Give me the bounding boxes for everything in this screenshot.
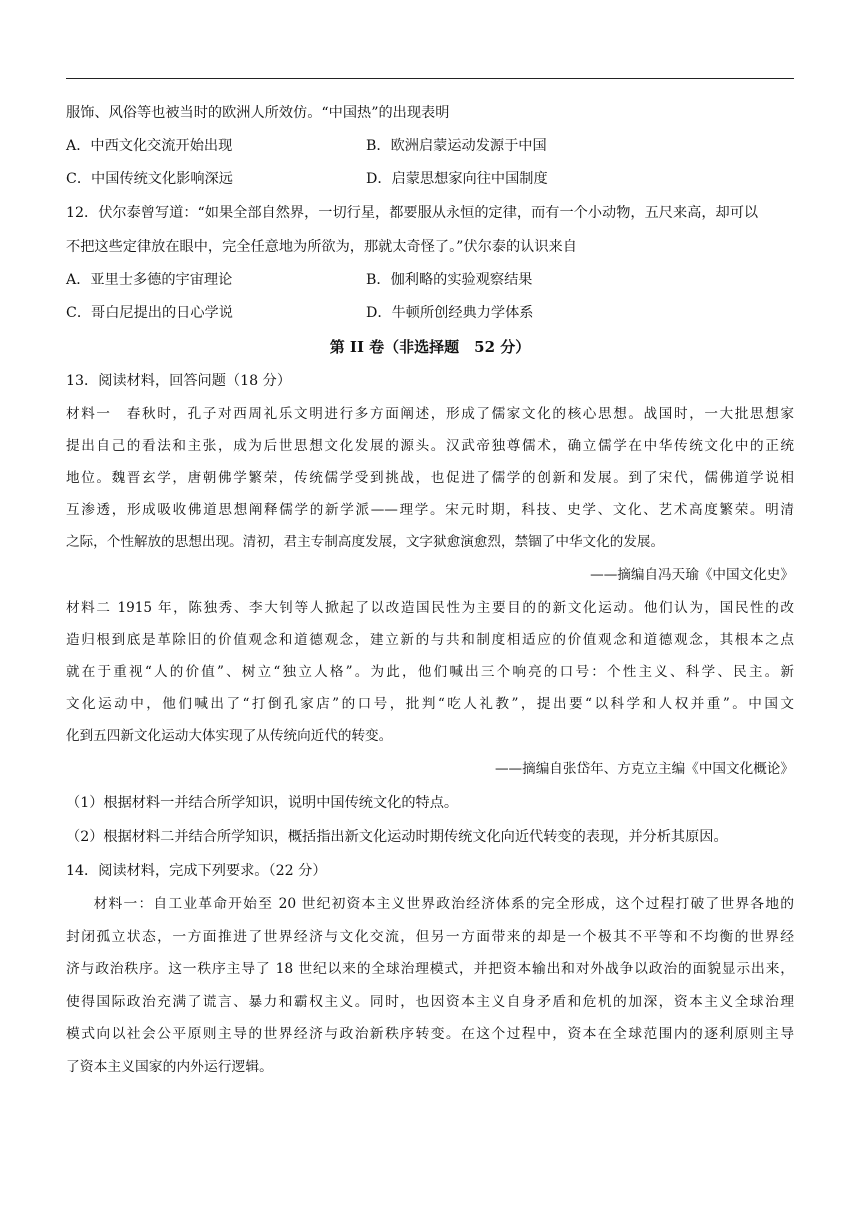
q12-stem-line-1: 12．伏尔泰曾写道：“如果全部自然界，一切行星，都要服从永恒的定律，而有一个小动物，五尺来高，却可以 xyxy=(66,205,759,221)
material-line: 材料二 1915 年，陈独秀、李大钊等人掀起了以改造国民性为主要目的的新文化运动。他们认为，国民性的改 xyxy=(66,600,794,616)
material-line: 互渗透，形成吸收佛道思想阐释儒学的新学派——理学。宋元时期，科技、史学、文化、艺术高度繁荣。明清 xyxy=(66,502,794,518)
material-line: 使得国际政治充满了谎言、暴力和霸权主义。同时，也因资本主义自身矛盾和危机的加深，资本主义全球治理 xyxy=(66,993,794,1010)
q12-option-a: A．亚里士多德的宇宙理论 xyxy=(66,272,233,288)
q11-options-row-2 xyxy=(66,163,794,196)
q12-option-d: D．牛顿所创经典力学体系 xyxy=(366,305,534,321)
material-line: 就在于重视“人的价值”、树立“独立人格”。为此，他们喊出三个响亮的口号：个性主义、科学、民主。新 xyxy=(66,664,794,680)
q13-material-1 xyxy=(66,398,794,558)
q13-material-2 xyxy=(66,592,794,752)
q11-options-row-1 xyxy=(66,130,794,163)
q14-material-1 xyxy=(66,888,794,1083)
section-title: 第 II 卷（非选择题 52 分） xyxy=(329,338,531,356)
material-line: 文化运动中，他们喊出了“打倒孔家店”的口号，批判“吃人礼教”，提出要“以科学和人权并重”。中国文 xyxy=(66,696,794,712)
material-line: 了资本主义国家的内外运行逻辑。 xyxy=(66,1058,273,1075)
material-line: 提出自己的看法和主张，成为后世思想文化发展的源头。汉武帝独尊儒术，确立儒学在中华传统文化中的正统 xyxy=(66,438,794,454)
q12-stem-line-2: 不把这些定律放在眼中，完全任意地为所欲为，那就太奇怪了。”伏尔泰的认识来自 xyxy=(66,239,577,255)
q11-option-b: B．欧洲启蒙运动发源于中国 xyxy=(366,138,547,154)
q12-option-c: C．哥白尼提出的日心学说 xyxy=(66,305,233,321)
material-line: 地位。魏晋玄学，唐朝佛学繁荣，传统儒学受到挑战，也促进了儒学的创新和发展。到了宋代，儒佛道学说相 xyxy=(66,470,794,486)
header-rule xyxy=(66,78,794,79)
material-line: 造归根到底是革除旧的价值观念和道德观念，建立新的与共和制度相适应的价值观念和道德观念，其根本之点 xyxy=(66,632,794,648)
q11-stem-tail: 服饰、风俗等也被当时的欧洲人所效仿。“中国热”的出现表明 xyxy=(66,105,450,121)
q14-heading: 14．阅读材料，完成下列要求。（22 分） xyxy=(66,863,327,879)
q12-options-row-2 xyxy=(66,297,794,330)
q13-source-2: ——摘编自张岱年、方克立主编《中国文化概论》 xyxy=(494,761,794,777)
q12-option-b: B．伽利略的实验观察结果 xyxy=(366,272,533,288)
material-line: 封闭孤立状态，一方面推进了世界经济与文化交流，但另一方面带来的却是一个极其不平等和不均衡的世界经 xyxy=(66,928,794,945)
q11-option-c: C．中国传统文化影响深远 xyxy=(66,171,233,187)
material-line: 济与政治秩序。这一秩序主导了 18 世纪以来的全球治理模式，并把资本输出和对外战争以政治的面貌显示出来， xyxy=(66,961,794,977)
material-line: 材料一 春秋时，孔子对西周礼乐文明进行多方面阐述，形成了儒家文化的核心思想。战国时，一大批思想家 xyxy=(66,406,794,422)
q12-options-row-1 xyxy=(66,264,794,297)
q13-sub-question-2: （2）根据材料二并结合所学知识，概括指出新文化运动时期传统文化向近代转变的表现，并分析其原因。 xyxy=(66,829,728,845)
material-line: 化到五四新文化运动大体实现了从传统向近代的转变。 xyxy=(66,728,393,744)
q11-option-a: A．中西文化交流开始出现 xyxy=(66,138,233,154)
exam-page xyxy=(66,96,794,1083)
material-line: 材料一：自工业革命开始至 20 世纪初资本主义世界政治经济体系的完全形成，这个过程打破了世界各地的 xyxy=(93,896,794,912)
q11-option-d: D．启蒙思想家向往中国制度 xyxy=(366,171,548,187)
material-line: 模式向以社会公平原则主导的世界经济与政治新秩序转变。在这个过程中，资本在全球范围内的逐利原则主导 xyxy=(66,1026,794,1042)
material-line: 之际，个性解放的思想出现。清初，君主专制高度发展，文字狱愈演愈烈，禁锢了中华文化的发展。 xyxy=(66,534,665,550)
q13-sub-question-1: （1）根据材料一并结合所学知识，说明中国传统文化的特点。 xyxy=(66,795,459,811)
q13-heading: 13．阅读材料，回答问题（18 分） xyxy=(66,373,292,389)
q13-source-1: ——摘编自冯天瑜《中国文化史》 xyxy=(590,567,794,583)
